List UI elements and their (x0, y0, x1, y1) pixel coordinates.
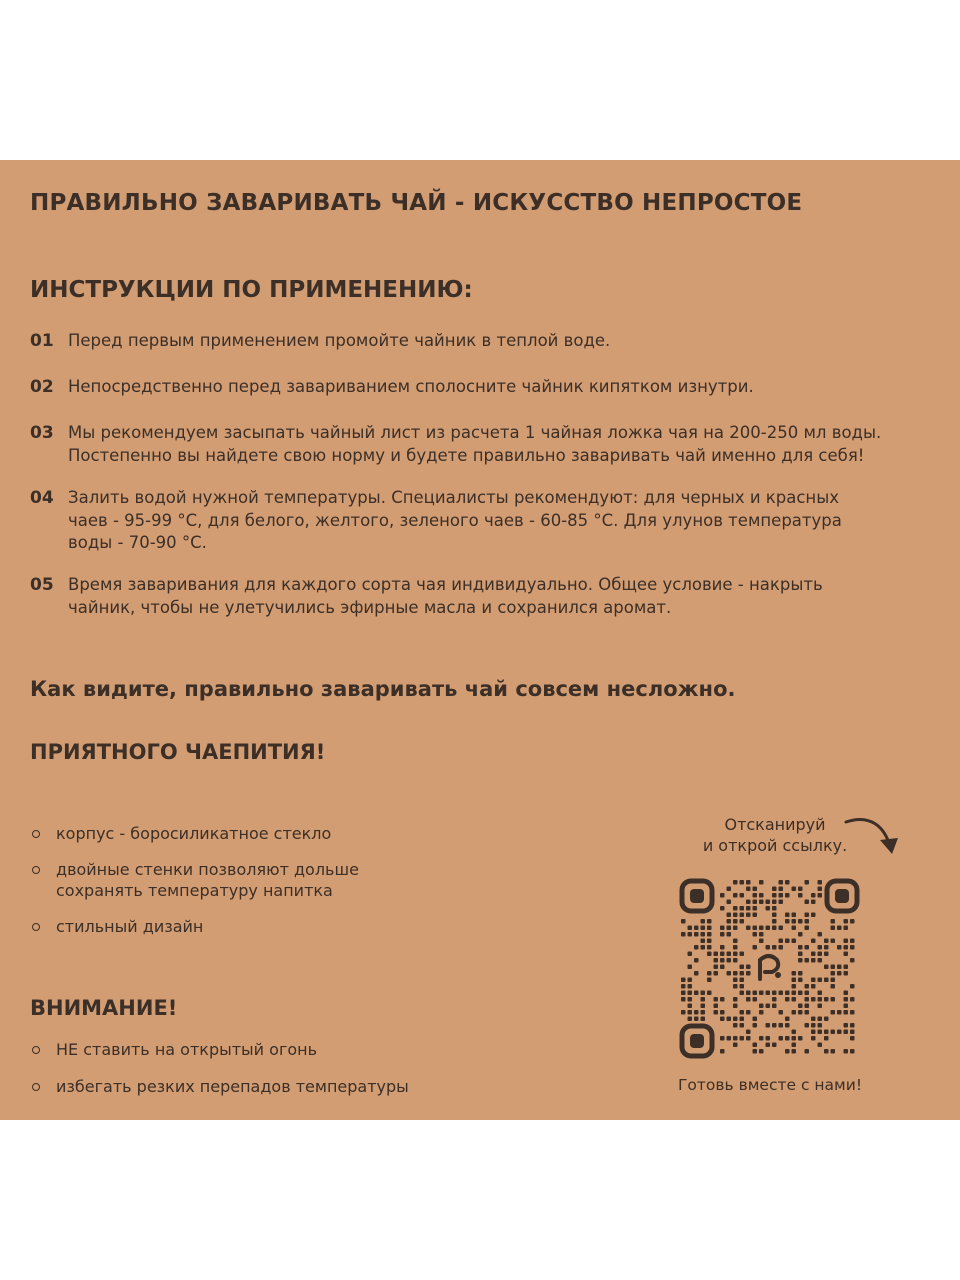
step-text: Мы рекомендуем засыпать чайный лист из расчета 1 чайная ложка чая на 200-250 мл воды. Постепенно вы найдете свою норму и будете правильно заваривать чай именно для себя! (68, 423, 882, 465)
qr-code-icon[interactable] (677, 876, 862, 1061)
step-text: Перед первым применением промойте чайник в теплой воде. (68, 331, 611, 350)
bullet-icon (32, 1083, 40, 1091)
step-text: Время заваривания для каждого сорта чая индивидуально. Общее условие - накрыть чайник, чтобы не улетучились эфирные масла и сохранился аромат. (68, 575, 823, 617)
step-number: 04 (30, 488, 54, 508)
features-list (30, 823, 590, 951)
greeting-heading: ПРИЯТНОГО ЧАЕПИТИЯ! (30, 740, 326, 764)
attention-text: НЕ ставить на открытый огонь (56, 1040, 318, 1059)
bullet-icon (32, 830, 40, 838)
instructions-heading: ИНСТРУКЦИИ ПО ПРИМЕНЕНИЮ: (30, 277, 473, 303)
attention-text: избегать резких перепадов температуры (56, 1076, 409, 1096)
step-number: 01 (30, 331, 54, 351)
feature-text: двойные стенки позволяют дольше сохранять температуру напитка (56, 859, 359, 900)
bullet-icon (32, 923, 40, 931)
feature-text: стильный дизайн (56, 916, 204, 936)
list-item (30, 859, 590, 902)
list-item (30, 1039, 590, 1061)
scan-prompt: Отсканируй и открой ссылку. (702, 815, 848, 855)
list-item (30, 916, 590, 938)
curved-arrow-icon (840, 810, 910, 870)
instruction-step (30, 487, 910, 555)
attention-heading: ВНИМАНИЕ! (30, 996, 178, 1020)
instruction-step (30, 330, 910, 353)
feature-text: корпус - боросиликатное стекло (56, 824, 332, 843)
info-card (0, 160, 960, 1120)
list-item (30, 1076, 590, 1098)
attention-list (30, 1039, 590, 1111)
page-title: ПРАВИЛЬНО ЗАВАРИВАТЬ ЧАЙ - ИСКУССТВО НЕПРОСТОЕ (30, 190, 803, 216)
step-number: 02 (30, 377, 54, 397)
instruction-step (30, 422, 910, 467)
instruction-step (30, 376, 910, 399)
step-number: 03 (30, 423, 54, 443)
step-number: 05 (30, 575, 54, 595)
qr-caption: Готовь вместе с нами! (677, 1076, 863, 1094)
step-text: Непосредственно перед завариванием сполосните чайник кипятком изнутри. (68, 377, 754, 396)
bullet-icon (32, 1046, 40, 1054)
instruction-step (30, 574, 910, 619)
step-text: Залить водой нужной температуры. Специалисты рекомендуют: для черных и красных чаев - 95-99 °С, для белого, желтого, зеленого чаев - 60-85 °С. Для улунов температура воды - 70-90 °С. (68, 488, 842, 552)
bullet-icon (32, 866, 40, 874)
conclusion-text: Как видите, правильно заваривать чай совсем несложно. (30, 677, 736, 701)
list-item (30, 823, 590, 845)
